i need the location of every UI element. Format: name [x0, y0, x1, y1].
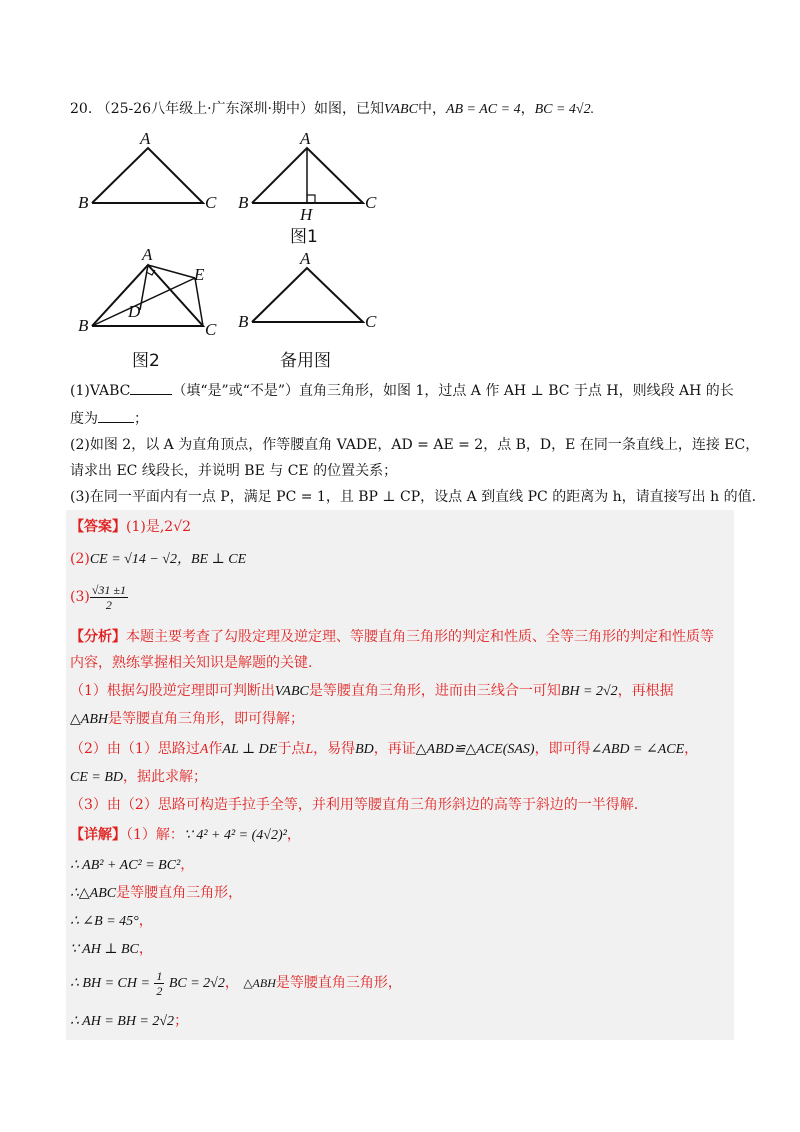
detail-line-2: [70, 854, 194, 877]
q1-text: （填“是”或“不是”）直角三角形，如图 1，过点 A 作 AH ⊥ BC 于点 H，则线段 AH 的长: [172, 383, 734, 399]
answer-3-fraction: [90, 583, 128, 612]
answer-line-3: [70, 582, 128, 612]
label-E: E: [194, 265, 205, 284]
problem-stem: [70, 98, 594, 121]
question-3-line: (3)在同一平面内有一点 P，满足 PC = 1，且 BP ⊥ CP，设点 A 到直线 PC 的距离为 h，请直接写出 h 的值.: [70, 489, 757, 505]
answer-3-prefix: (3): [70, 589, 90, 605]
analysis-5h: BD: [355, 742, 374, 757]
condition-ab-ac: AB = AC = 4: [445, 102, 521, 117]
analysis-3a: （1）根据勾股逆定理即可判断出: [70, 683, 275, 699]
analysis-3c: 是等腰直角三角形，进而由三线合一可知: [308, 683, 561, 699]
detail-6e: △ABH: [243, 976, 276, 990]
analysis-line-2: 内容，熟练掌握相关知识是解题的关键.: [70, 655, 313, 671]
answer-line-2: [70, 548, 246, 571]
analysis-3d: BH = 2√2: [560, 684, 618, 699]
answer-3-numerator: √31 ±1: [91, 582, 127, 597]
analysis-5g: ，易得: [313, 741, 356, 757]
figure-1-triangle: [92, 148, 203, 203]
label-D: D: [128, 302, 141, 321]
label-B-3: B: [78, 316, 89, 335]
question-1-line-2: [70, 408, 148, 430]
detail-3b: 是等腰直角三角形，: [116, 885, 243, 901]
q1-blank-2: [98, 408, 134, 423]
label-B-2: B: [238, 193, 249, 212]
question-2-line-2: 请求出 EC 线段长，并说明 BE 与 CE 的位置关系；: [70, 463, 398, 479]
detail-line-4: [70, 910, 153, 933]
analysis-5i: ，再证: [373, 741, 416, 757]
detail-1a: （1）解：: [126, 827, 184, 843]
detail-4b: ，: [138, 913, 153, 929]
label-C-3: C: [205, 320, 217, 339]
answer-tag: 【答案】: [70, 519, 126, 535]
problem-number: 20.: [70, 101, 93, 117]
spare-figure-caption: 备用图: [280, 351, 331, 371]
figure-1-triangle-altitude: [252, 148, 363, 203]
separator: ，: [520, 101, 535, 117]
analysis-5f: L: [305, 742, 314, 757]
label-C-2: C: [365, 193, 377, 212]
detail-7: ∴ AH = BH = 2√2: [70, 1014, 175, 1029]
detail-2: ∴ AB² + AC² = BC²: [70, 858, 181, 873]
label-B-4: B: [238, 312, 249, 331]
detail-6c: ，: [224, 975, 239, 991]
triangle-abc: VABC: [383, 102, 418, 117]
analysis-5j: △ABD≌△ACE(SAS): [415, 742, 535, 757]
detail-5b: ，: [138, 941, 153, 957]
analysis-5b: A: [199, 742, 209, 757]
detail-6-fraction: [154, 969, 164, 998]
detail-line-7: [70, 1010, 188, 1033]
q1-length-prefix: 度为: [70, 411, 98, 427]
analysis-5m: ，: [684, 741, 699, 757]
label-B-1: B: [78, 193, 89, 212]
detail-line-1: [70, 824, 301, 847]
label-C-4: C: [365, 312, 377, 331]
detail-4: ∴ ∠B = 45°: [70, 914, 139, 929]
q1-end: ；: [134, 411, 148, 427]
spare-figure-triangle: [252, 268, 363, 322]
detail-5: ∵ AH ⊥ BC: [70, 942, 139, 957]
stem-text: 如图，已知: [313, 101, 384, 117]
detail-6-denominator: 2: [156, 983, 163, 998]
analysis-5e: 于点: [277, 741, 306, 757]
analysis-5c: 作: [208, 741, 223, 757]
detail-line-6: [70, 968, 402, 999]
question-2-line-1: (2)如图 2，以 A 为直角顶点，作等腰直角 VADE，AD = AE = 2，点 B，D，E 在同一条直线上，连接 EC，: [70, 437, 760, 453]
analysis-6b: ，据此求解；: [123, 769, 207, 785]
analysis-5l: ∠ABD = ∠ACE: [590, 742, 685, 757]
detail-6-numerator: 1: [156, 968, 163, 983]
condition-bc: BC = 4√2.: [534, 102, 595, 117]
analysis-3e: ，再根据: [617, 683, 674, 699]
q1-blank-1: [130, 380, 172, 395]
analysis-line-1: [70, 626, 714, 648]
detail-line-5: [70, 938, 153, 961]
analysis-line-6: [70, 766, 207, 789]
detail-1b: ∵ 4² + 4² = (4√2)²: [183, 828, 287, 843]
detail-3a: ∴△ABC: [70, 886, 117, 901]
analysis-5k: ，即可得: [534, 741, 591, 757]
analysis-line-3: [70, 680, 674, 703]
analysis-6a: CE = BD: [70, 770, 123, 785]
label-C-1: C: [205, 193, 217, 212]
analysis-text-1: 本题主要考查了勾股定理及逆定理、等腰直角三角形的判定和性质、全等三角形的判定和性质等: [126, 629, 714, 645]
q1-prefix: (1)VABC: [70, 383, 131, 399]
detail-line-3: [70, 882, 242, 905]
analysis-4b: 是等腰直角三角形，即可得解；: [107, 711, 304, 727]
label-A-2: A: [300, 129, 311, 148]
answer-3-denominator: 2: [105, 597, 112, 612]
label-H: H: [300, 205, 313, 224]
analysis-4a: △ABH: [70, 712, 108, 727]
detail-6b: BC = 2√2: [168, 976, 225, 991]
detail-7b: ；: [174, 1013, 189, 1029]
detail-1c: ，: [286, 827, 301, 843]
label-A-4: A: [300, 249, 311, 268]
analysis-5a: （2）由（1）思路过: [70, 741, 200, 757]
answer-2-prefix: (2): [70, 551, 90, 567]
answer-2: CE = √14 − √2，BE ⊥ CE: [89, 552, 247, 567]
detail-tag: 【详解】: [70, 827, 126, 843]
analysis-3b: VABC: [274, 684, 309, 699]
figure-2-caption: 图2: [132, 351, 160, 371]
analysis-5d: AL ⊥ DE: [222, 742, 278, 757]
label-A-3: A: [142, 245, 153, 264]
figure-1-caption: 图1: [290, 227, 318, 247]
analysis-tag: 【分析】: [70, 629, 126, 645]
detail-2b: ，: [180, 857, 195, 873]
stem-text-2: 中，: [417, 101, 446, 117]
label-A-1: A: [140, 129, 151, 148]
detail-6f: 是等腰直角三角形，: [275, 975, 402, 991]
analysis-line-5: [70, 738, 698, 761]
detail-6a: ∴ BH = CH =: [70, 976, 150, 991]
figure-2-construction: [92, 265, 203, 326]
analysis-line-4: [70, 708, 304, 731]
question-1-line-1: [70, 380, 734, 402]
problem-source: （25-26八年级上·广东深圳·期中）: [96, 101, 314, 117]
answer-1: (1)是,2√2: [126, 519, 192, 535]
analysis-line-7: （3）由（2）思路可构造手拉手全等，并利用等腰直角三角形斜边的高等于斜边的一半得解.: [70, 797, 639, 813]
answer-line-1: [70, 516, 191, 538]
